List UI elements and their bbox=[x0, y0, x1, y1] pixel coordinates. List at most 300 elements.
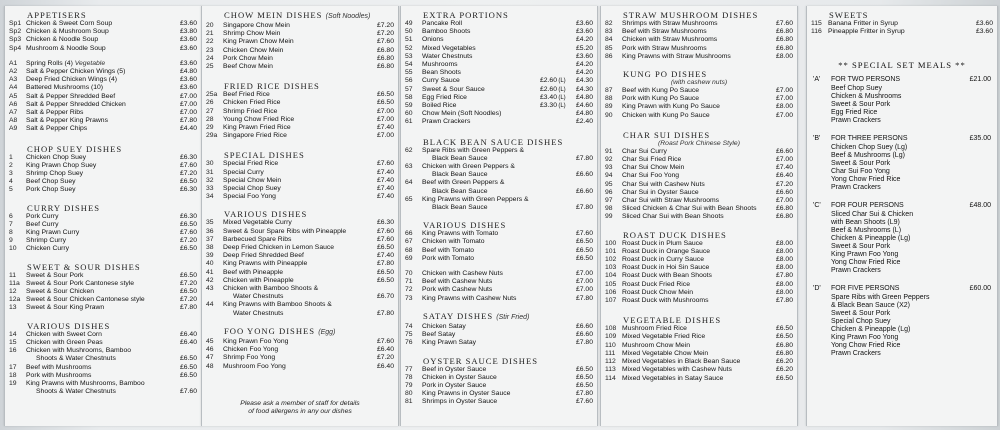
item-name-text: Chicken & Noodle Soup bbox=[26, 36, 99, 44]
set-meal-item: Beef & Mushrooms (L) bbox=[831, 226, 902, 234]
menu-item bbox=[9, 304, 197, 312]
item-number: A7 bbox=[9, 109, 18, 117]
menu-item bbox=[405, 255, 593, 263]
item-name bbox=[26, 304, 171, 312]
item-name-text: Pineapple Fritter in Syrup bbox=[828, 28, 905, 36]
item-name bbox=[223, 108, 368, 116]
item-name bbox=[223, 219, 368, 227]
item-name bbox=[26, 28, 171, 36]
item-number: 61 bbox=[405, 118, 413, 126]
item-name bbox=[422, 77, 531, 85]
menu-item bbox=[605, 281, 793, 289]
menu-item bbox=[405, 102, 593, 110]
item-number: 3 bbox=[9, 170, 13, 178]
item-name bbox=[223, 132, 368, 140]
menu-section bbox=[5, 262, 201, 313]
set-meal-title: FOR THREE PERSONS bbox=[831, 135, 908, 143]
item-price: £7.40 bbox=[376, 252, 394, 260]
item-name-text: Beef Chow Mein bbox=[223, 63, 273, 71]
item-price: £2.40 bbox=[575, 118, 593, 126]
item-number: 112 bbox=[605, 358, 616, 366]
menu-section bbox=[401, 220, 597, 303]
item-price: £8.00 bbox=[775, 288, 793, 296]
menu-item bbox=[9, 109, 197, 117]
item-price: £7.80 bbox=[575, 204, 593, 212]
item-number: 88 bbox=[605, 95, 613, 103]
menu-item bbox=[405, 86, 593, 94]
item-price: £7.40 bbox=[376, 124, 394, 132]
item-number: 49 bbox=[405, 20, 413, 27]
menu-item bbox=[206, 285, 394, 293]
item-price: £7.40 bbox=[376, 185, 394, 193]
item-name-text: Salt & Pepper Chicken Wings (5) bbox=[26, 68, 126, 76]
item-name-text: Special Curry bbox=[223, 168, 264, 176]
item-name bbox=[223, 228, 368, 236]
item-number: 94 bbox=[605, 172, 613, 180]
item-number: Sp2 bbox=[9, 28, 22, 36]
section-title-text: VARIOUS DISHES bbox=[423, 220, 507, 231]
section-title-text: SPECIAL DISHES bbox=[224, 150, 305, 161]
item-name bbox=[223, 277, 368, 285]
item-name bbox=[26, 20, 171, 28]
menu-item bbox=[405, 323, 593, 331]
item-number bbox=[9, 355, 26, 363]
item-price: £8.00 bbox=[775, 264, 793, 272]
item-name-text: Water Chestnuts bbox=[233, 309, 284, 317]
set-meal bbox=[813, 76, 991, 125]
section-title bbox=[605, 130, 793, 140]
menu-item bbox=[405, 94, 593, 102]
menu-section bbox=[601, 130, 797, 222]
menu-item bbox=[206, 47, 394, 55]
item-name bbox=[622, 112, 767, 120]
item-price: £6.80 bbox=[775, 349, 793, 357]
item-number: 57 bbox=[405, 85, 413, 93]
item-name-text: Char Sui Curry bbox=[622, 147, 667, 155]
item-name-text: Pancake Roll bbox=[422, 20, 463, 27]
set-meal-item: Chicken & Mushrooms bbox=[831, 92, 902, 100]
section-subtitle: (Soft Noodles) bbox=[325, 13, 371, 20]
section-title-text: VEGETABLE DISHES bbox=[623, 315, 722, 326]
menu-item bbox=[605, 95, 793, 103]
item-number: 36 bbox=[206, 227, 214, 235]
item-name bbox=[422, 366, 567, 374]
item-name-text: Onions bbox=[422, 36, 444, 44]
item-name-text: King Prawn Curry bbox=[26, 229, 80, 237]
item-name bbox=[422, 255, 567, 263]
menu-item bbox=[605, 248, 793, 256]
menu-item bbox=[206, 269, 394, 277]
menu-item bbox=[9, 170, 197, 178]
item-number: 5 bbox=[9, 186, 13, 194]
item-name bbox=[26, 60, 171, 68]
item-name bbox=[622, 103, 767, 111]
item-name bbox=[622, 264, 767, 272]
set-meal-item: King Prawn Foo Yong bbox=[831, 251, 899, 259]
item-name bbox=[622, 358, 767, 366]
item-large-label: (L) bbox=[558, 94, 566, 101]
item-name-text: Beef with Mushrooms bbox=[26, 363, 92, 371]
section-subtitle: (Egg) bbox=[318, 328, 336, 336]
set-meal-item: Sweet & Sour Pork bbox=[831, 101, 891, 108]
item-number: 9 bbox=[9, 237, 13, 245]
menu-item bbox=[9, 280, 197, 288]
item-name-text: Boiled Rice bbox=[422, 102, 457, 110]
item-name-text: Black Bean Sauce bbox=[432, 187, 488, 195]
menu-item bbox=[405, 147, 593, 155]
item-price: £8.00 bbox=[775, 103, 793, 111]
item-name bbox=[622, 256, 767, 264]
item-name-text: Beef with Green Peppers & bbox=[422, 179, 505, 187]
item-name bbox=[828, 20, 967, 28]
item-name-text: King Prawn Satay bbox=[422, 339, 477, 347]
item-name bbox=[26, 221, 171, 229]
section-title-text: VARIOUS DISHES bbox=[224, 209, 308, 220]
item-price: £6.60 bbox=[575, 331, 593, 339]
menu-item bbox=[206, 228, 394, 236]
item-name bbox=[422, 382, 567, 390]
menu-item bbox=[605, 148, 793, 156]
item-price: £7.40 bbox=[775, 164, 793, 172]
item-number: 20 bbox=[206, 22, 214, 29]
menu-panel-3 bbox=[400, 6, 598, 426]
item-price: £6.20 bbox=[775, 358, 793, 366]
item-name bbox=[26, 68, 171, 76]
menu-item bbox=[206, 185, 394, 193]
item-name bbox=[26, 388, 171, 396]
item-number: 67 bbox=[405, 238, 413, 246]
item-price: £7.20 bbox=[179, 170, 197, 178]
item-number: 110 bbox=[605, 341, 616, 349]
menu-item bbox=[405, 77, 593, 85]
item-number: 103 bbox=[605, 264, 617, 272]
item-name-text: Shrimps in Oyster Sauce bbox=[422, 398, 498, 406]
item-price: £4.20 bbox=[575, 61, 593, 69]
menu-item bbox=[405, 295, 593, 303]
menu-item bbox=[9, 339, 197, 347]
item-price: £8.00 bbox=[775, 280, 793, 288]
menu-item bbox=[605, 350, 793, 358]
item-name-text: King Prawns with Straw Mushrooms bbox=[622, 52, 731, 60]
item-name bbox=[622, 189, 767, 197]
item-name bbox=[422, 36, 567, 44]
item-number bbox=[206, 293, 223, 301]
item-name-text: Beef Curry bbox=[26, 220, 59, 228]
item-number: 27 bbox=[206, 107, 214, 115]
item-price: £7.80 bbox=[376, 260, 394, 268]
menu-item bbox=[605, 172, 793, 180]
item-number: 29 bbox=[206, 124, 214, 132]
item-name-text: Salt & Pepper Shredded Beef bbox=[26, 92, 116, 100]
item-name bbox=[622, 297, 767, 305]
item-name-text: Beef with Tomato bbox=[422, 246, 475, 254]
menu-item bbox=[9, 296, 197, 304]
item-number: 74 bbox=[405, 322, 413, 330]
item-name-text: Roast Duck Fried Rice bbox=[622, 280, 690, 288]
item-name-text: Mixed Vegetables bbox=[422, 44, 476, 52]
menu-item bbox=[405, 61, 593, 69]
item-name bbox=[223, 38, 368, 46]
item-name bbox=[422, 339, 567, 347]
item-number: Sp3 bbox=[9, 36, 22, 44]
menu-item bbox=[206, 293, 394, 301]
item-name-text: Sliced Chicken & Char Sui with Bean Shoots bbox=[622, 205, 757, 213]
section-title-text: VARIOUS DISHES bbox=[27, 320, 111, 331]
item-price: £7.60 bbox=[179, 388, 197, 396]
item-number: 60 bbox=[405, 110, 413, 118]
item-price: £7.80 bbox=[575, 154, 593, 162]
section-title bbox=[605, 69, 793, 79]
section-subtitle: (Stir Fried) bbox=[496, 313, 530, 321]
menu-panel-2 bbox=[201, 6, 399, 426]
item-number: 102 bbox=[605, 256, 617, 264]
item-price: £7.00 bbox=[575, 278, 593, 286]
menu-section bbox=[202, 150, 398, 201]
item-name bbox=[622, 240, 767, 248]
item-name-text: Chow Mein (Soft Noodles) bbox=[422, 110, 502, 118]
item-name bbox=[223, 124, 368, 132]
item-name-text: Shrimp Foo Yong bbox=[223, 354, 276, 362]
item-name-text: Mushroom Chow Mein bbox=[622, 341, 690, 349]
item-price: £4.80 bbox=[575, 93, 593, 101]
item-name-text: Salt & Pepper Shredded Chicken bbox=[26, 100, 126, 108]
item-name bbox=[26, 380, 171, 388]
menu-item bbox=[9, 364, 197, 372]
item-number: A3 bbox=[9, 76, 18, 84]
item-name-text: Special Fried Rice bbox=[223, 160, 279, 168]
item-number: 16 bbox=[9, 347, 17, 355]
item-price: £7.00 bbox=[575, 286, 593, 294]
menu-item bbox=[405, 247, 593, 255]
menu-item bbox=[206, 160, 394, 168]
item-price: £7.00 bbox=[179, 109, 197, 117]
item-number: 12 bbox=[9, 288, 17, 296]
set-meal-item: Special Chop Suey bbox=[831, 318, 891, 326]
item-name bbox=[26, 125, 171, 133]
menu-item bbox=[206, 301, 394, 309]
section-title-text: SATAY DISHES bbox=[423, 310, 494, 321]
item-price: £3.60 bbox=[179, 76, 197, 84]
section-title-text: EXTRA PORTIONS bbox=[423, 10, 509, 20]
item-number: 68 bbox=[405, 246, 413, 254]
set-meal-item: Prawn Crackers bbox=[831, 350, 881, 358]
item-name bbox=[622, 366, 767, 374]
item-price: £7.80 bbox=[775, 297, 793, 305]
section-title bbox=[405, 137, 593, 147]
item-name-text: Black Bean Sauce bbox=[432, 204, 488, 212]
menu-item bbox=[605, 264, 793, 272]
item-name bbox=[26, 288, 171, 296]
item-number: 43 bbox=[206, 285, 214, 293]
item-number: A6 bbox=[9, 100, 18, 108]
menu-item bbox=[206, 244, 394, 252]
menu-section bbox=[5, 203, 201, 254]
item-name-text: Sweet & Sour Chicken bbox=[26, 288, 95, 296]
item-name bbox=[26, 162, 171, 170]
set-meal-header bbox=[813, 202, 991, 210]
item-name bbox=[422, 278, 567, 286]
item-name-text: Shrimp Curry bbox=[26, 237, 67, 245]
section-subtitle: (with cashew nuts) bbox=[670, 79, 728, 87]
menu-item bbox=[405, 398, 593, 406]
item-name bbox=[26, 280, 171, 288]
menu-item bbox=[206, 124, 394, 132]
item-number: 116 bbox=[811, 28, 822, 36]
set-meal-letter: 'A' bbox=[813, 76, 821, 84]
item-price: £7.60 bbox=[376, 38, 394, 46]
section-subtitle: (Roast Pork Chinese Style) bbox=[658, 139, 740, 147]
item-name-text: Sweet & Sour Chicken Cantonese style bbox=[26, 296, 145, 304]
item-name bbox=[422, 171, 567, 179]
item-number: 97 bbox=[605, 197, 613, 205]
item-name bbox=[422, 331, 567, 339]
item-number: 113 bbox=[605, 366, 616, 374]
item-name-text: Bamboo Shoots bbox=[422, 28, 471, 36]
set-meal-item: & Black Bean Sauce (X2) bbox=[831, 301, 910, 309]
item-name bbox=[828, 28, 967, 36]
item-number: 109 bbox=[605, 333, 617, 341]
menu-section bbox=[401, 10, 597, 127]
item-name bbox=[422, 163, 567, 171]
set-meal-item: Prawn Crackers bbox=[831, 184, 881, 192]
item-price: £6.50 bbox=[376, 276, 394, 284]
menu-panel-4 bbox=[600, 6, 798, 426]
item-name-text: Sweet & Sour Spare Ribs with Pineapple bbox=[223, 227, 347, 235]
menu-item bbox=[405, 390, 593, 398]
item-price: £6.50 bbox=[376, 91, 394, 99]
item-price: £3.60 bbox=[975, 20, 993, 27]
item-name bbox=[26, 331, 171, 339]
menu-item bbox=[9, 237, 197, 245]
menu-item bbox=[9, 355, 197, 363]
item-name-text: Deep Fried Shredded Beef bbox=[223, 252, 304, 260]
item-name bbox=[223, 346, 368, 354]
item-number: 19 bbox=[9, 379, 17, 387]
item-name bbox=[223, 160, 368, 168]
item-price: £7.40 bbox=[376, 193, 394, 201]
item-name bbox=[622, 164, 767, 172]
menu-section bbox=[401, 137, 597, 213]
item-name-text: Roast Duck in Orange Sauce bbox=[622, 247, 711, 255]
item-number: 15 bbox=[9, 338, 17, 346]
item-name bbox=[422, 147, 567, 155]
item-name-text: Chicken in Oyster Sauce bbox=[422, 373, 497, 381]
menu-item bbox=[206, 219, 394, 227]
item-name-text: Chicken with Sweet Corn bbox=[26, 330, 102, 338]
item-price: £7.20 bbox=[775, 180, 793, 188]
item-number: 42 bbox=[206, 276, 214, 284]
menu-item bbox=[605, 333, 793, 341]
menu-item bbox=[605, 325, 793, 333]
item-number: 11a bbox=[9, 279, 20, 287]
menu-item bbox=[9, 347, 197, 355]
item-price: £8.00 bbox=[775, 239, 793, 247]
item-name bbox=[26, 355, 171, 363]
item-number: 53 bbox=[405, 52, 413, 60]
item-name-text: Special Chow Mein bbox=[223, 176, 282, 184]
item-price: £7.80 bbox=[775, 272, 793, 280]
item-number: 85 bbox=[605, 44, 613, 52]
menu-item bbox=[9, 221, 197, 229]
section-title-text: KUNG PO DISHES bbox=[623, 69, 708, 80]
menu-item bbox=[9, 84, 197, 92]
menu-item bbox=[405, 204, 593, 212]
menu-section bbox=[202, 10, 398, 71]
item-number: 101 bbox=[605, 247, 617, 255]
item-number: 73 bbox=[405, 294, 413, 302]
item-name-text: Char Sui Foo Yong bbox=[622, 172, 680, 180]
item-number: 77 bbox=[405, 365, 413, 373]
item-name-text: Beef Chop Suey bbox=[26, 178, 76, 186]
menu-item bbox=[405, 163, 593, 171]
item-name bbox=[26, 347, 171, 355]
item-name bbox=[622, 325, 767, 333]
item-name-text: Bean Shoots bbox=[422, 69, 461, 77]
item-name-text: Mixed Vegetable Fried Rice bbox=[622, 333, 706, 341]
item-name-text: Beef Satay bbox=[422, 331, 456, 339]
item-name bbox=[223, 354, 368, 362]
menu-item bbox=[605, 36, 793, 44]
item-number: 96 bbox=[605, 188, 613, 196]
item-price: £6.50 bbox=[179, 355, 197, 363]
menu-item bbox=[9, 101, 197, 109]
item-number: 22 bbox=[206, 38, 214, 46]
item-name-text: Spare Ribs with Green Peppers & bbox=[422, 146, 525, 154]
item-number: A1 bbox=[9, 59, 18, 67]
item-name-text: King Prawns with Green Peppers & bbox=[422, 195, 529, 203]
menu-item bbox=[605, 20, 793, 28]
menu-item bbox=[9, 288, 197, 296]
item-number: 28 bbox=[206, 115, 214, 123]
item-name-text: Chicken Fried Rice bbox=[223, 99, 281, 107]
item-price: £7.60 bbox=[179, 161, 197, 169]
item-price: £4.80 bbox=[179, 68, 197, 76]
item-number: 33 bbox=[206, 185, 214, 193]
item-price: £7.60 bbox=[179, 229, 197, 237]
menu-item bbox=[206, 354, 394, 362]
item-note: Vegetable bbox=[74, 59, 106, 67]
set-meal-item: Sweet & Sour Pork bbox=[831, 159, 891, 167]
item-name-text: Roast Duck in Curry Sauce bbox=[622, 256, 704, 264]
item-price: £6.30 bbox=[179, 186, 197, 194]
item-number: 59 bbox=[405, 102, 413, 110]
item-name-text: Pork in Oyster Sauce bbox=[422, 381, 487, 389]
item-name bbox=[26, 296, 171, 304]
menu-item bbox=[405, 53, 593, 61]
menu-section bbox=[5, 321, 201, 397]
set-meals-title: ** SPECIAL SET MEALS ** bbox=[838, 60, 966, 71]
menu-item bbox=[206, 236, 394, 244]
set-meal-letter: 'C' bbox=[813, 202, 821, 210]
item-name-text: Char Sui in Oyster Sauce bbox=[622, 188, 699, 196]
set-meal bbox=[813, 135, 991, 192]
item-price bbox=[567, 147, 593, 155]
item-price: £4.40 bbox=[179, 125, 197, 133]
item-name-text: Salt & Pepper Ribs bbox=[26, 109, 84, 117]
item-number: 44 bbox=[206, 301, 214, 309]
menu-item bbox=[206, 63, 394, 71]
item-number: 86 bbox=[605, 52, 613, 60]
item-name-text: King Prawn Fried Rice bbox=[223, 124, 291, 132]
item-name bbox=[422, 155, 567, 163]
item-price: £8.00 bbox=[775, 256, 793, 264]
menu-item bbox=[605, 289, 793, 297]
item-price: £6.40 bbox=[179, 338, 197, 346]
item-name-text: King Prawns with Tomato bbox=[422, 230, 499, 238]
set-meal-item: Beef & Mushrooms (Lg) bbox=[831, 151, 905, 159]
item-name bbox=[223, 363, 368, 371]
item-price: £7.80 bbox=[179, 117, 197, 125]
